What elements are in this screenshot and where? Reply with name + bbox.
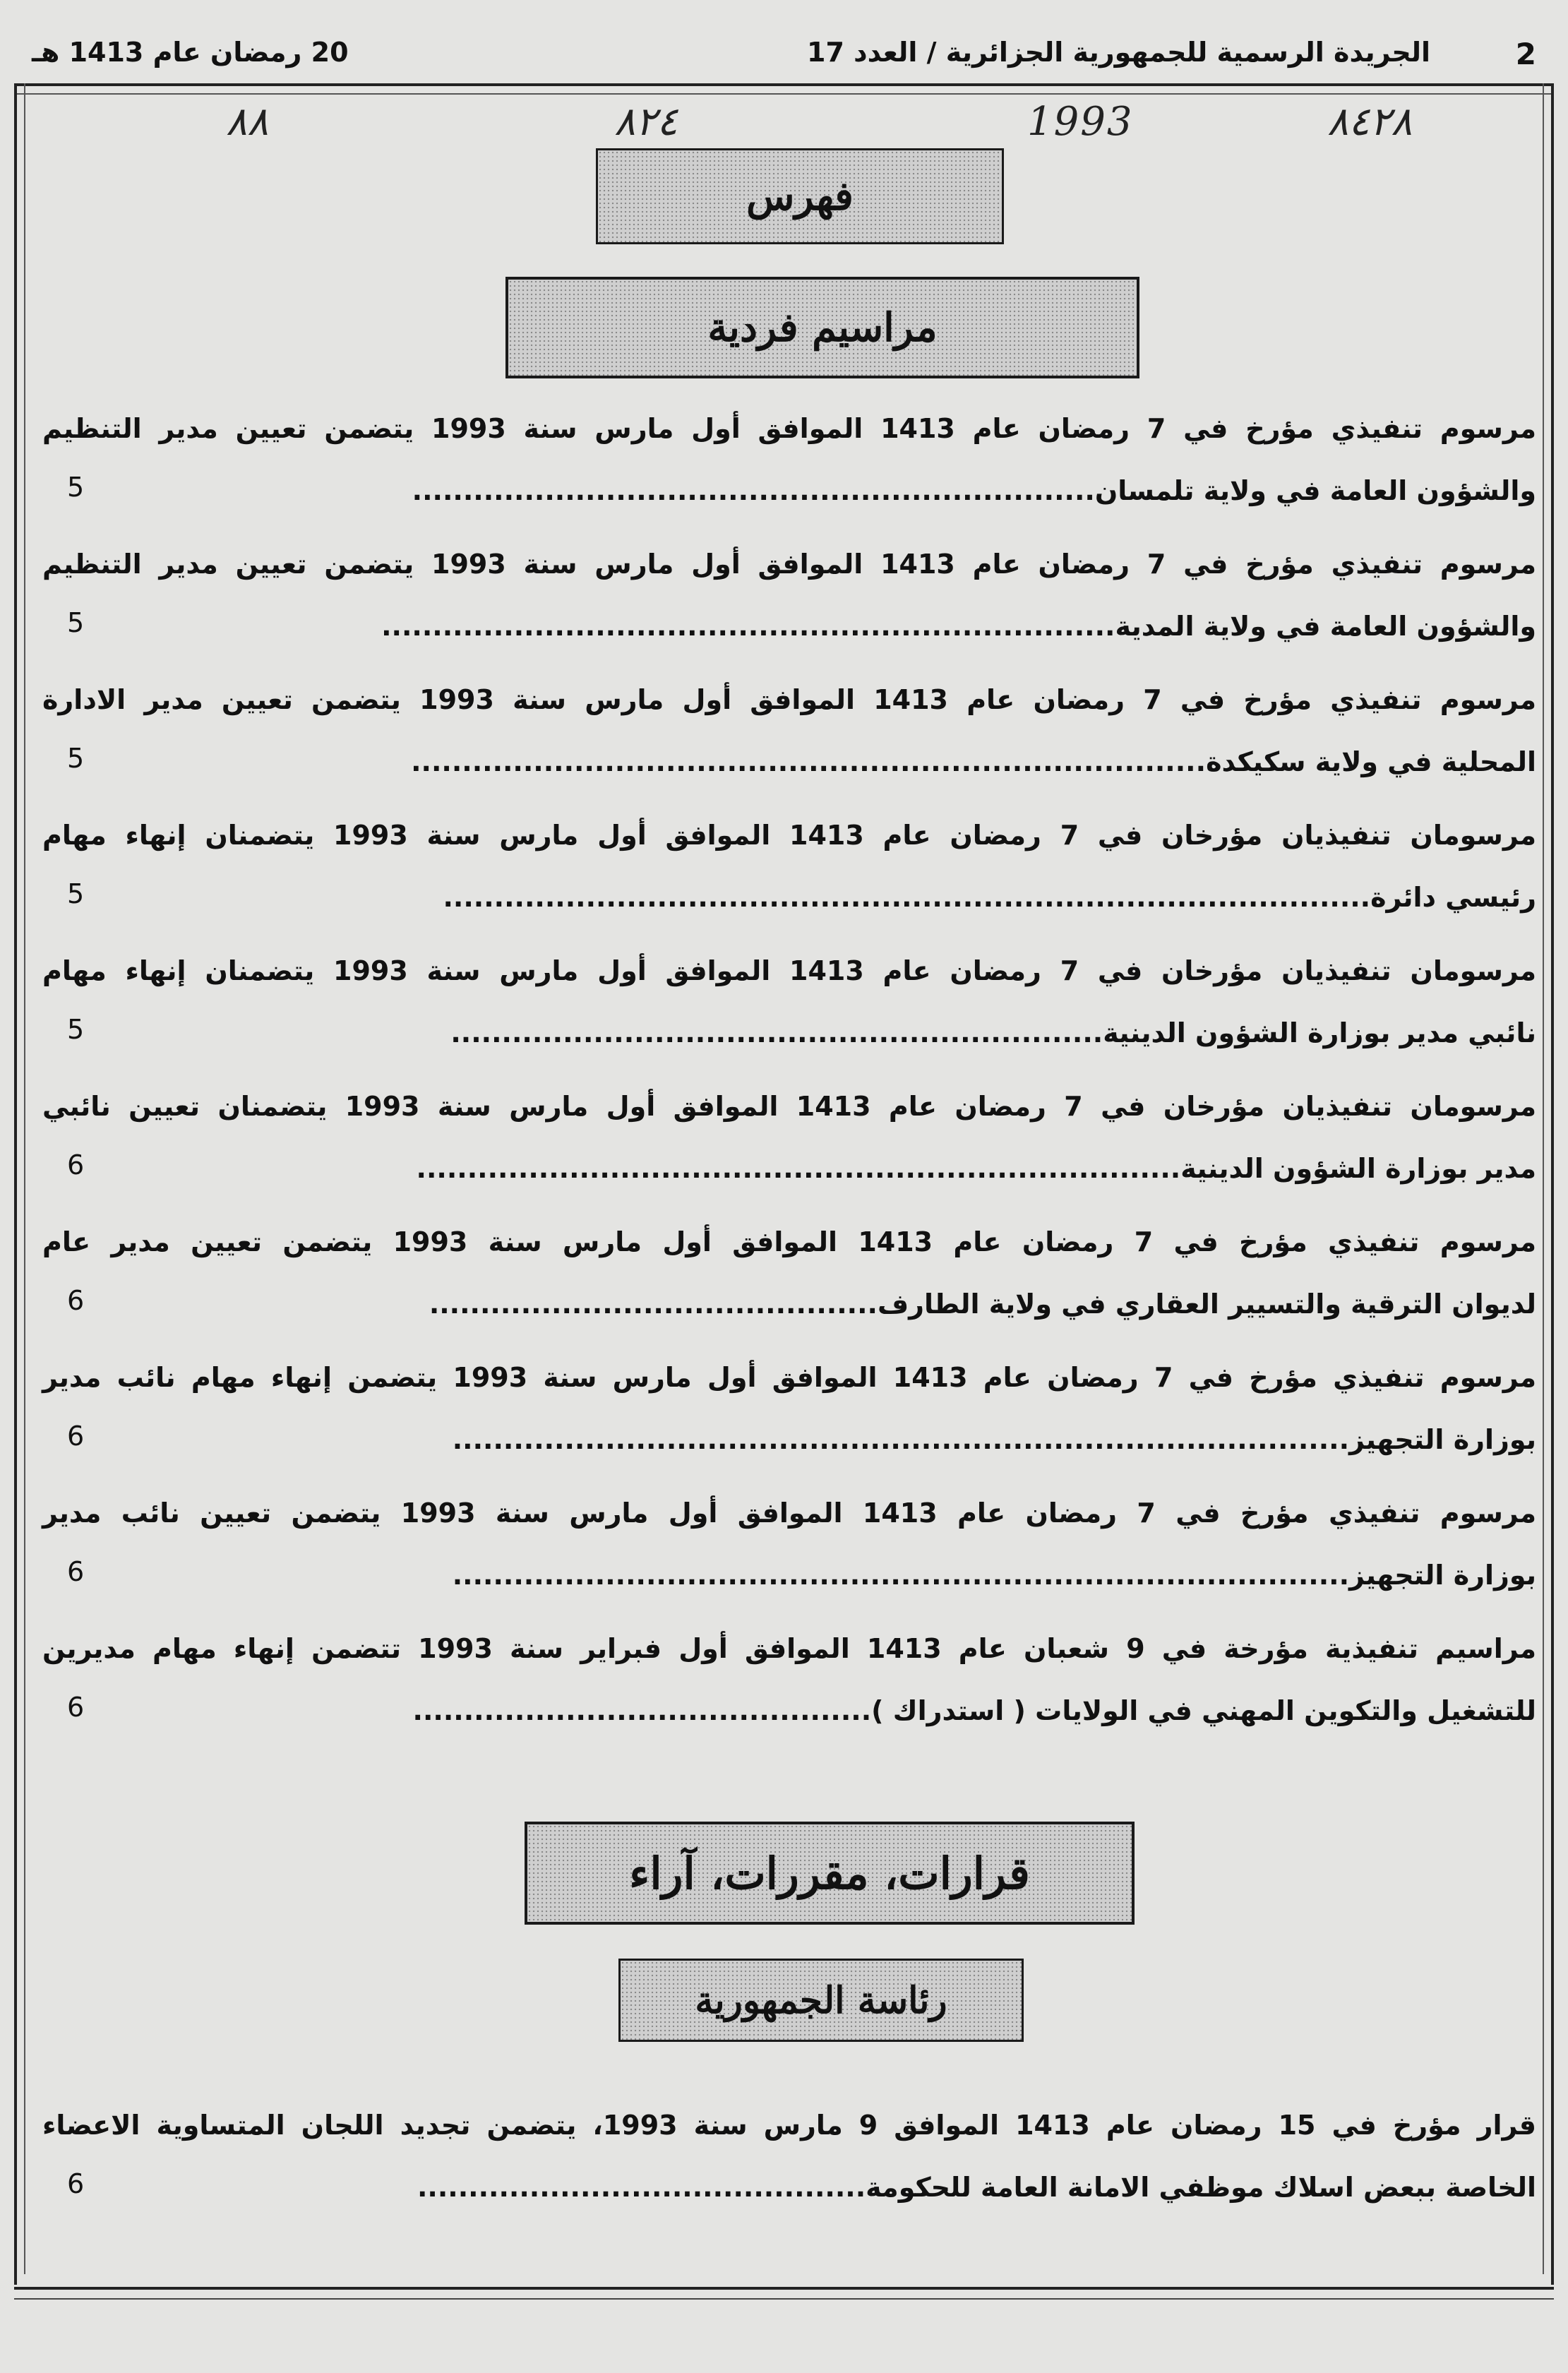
entry-text-cont: المحلية في ولاية سكيكدة: [1206, 746, 1536, 777]
leader-dots: ...........................................................................................: [443, 882, 1371, 913]
page-ref-9: 6: [67, 1556, 85, 1587]
page-ref-6: 6: [67, 1149, 85, 1180]
leader-dots: ..............................................................................: [411, 746, 1207, 777]
handwritten-note-center: ٨٢٤: [614, 99, 678, 145]
entry-text: مرسوم تنفيذي مؤرخ في 7 رمضان عام 1413 الموافق أول مارس سنة 1993 يتضمن تعيين مدير عام: [42, 1226, 1536, 1257]
entry-text: قرار مؤرخ في 15 رمضان عام 1413 الموافق 9 مارس سنة 1993، يتضمن تجديد اللجان المتساوية الاعضاء: [42, 2110, 1536, 2141]
gazette-title: الجريدة الرسمية للجمهورية الجزائرية / العدد 17: [807, 37, 1430, 68]
page-ref-2: 5: [67, 607, 85, 638]
leader-dots: .............................................: [412, 1695, 872, 1726]
leader-dots: ........................................................................................: [452, 1424, 1350, 1455]
entry-text-cont: لديوان الترقية والتسيير العقاري في ولاية الطارف: [877, 1289, 1536, 1320]
page-ref-11: 6: [67, 2168, 85, 2199]
footer-rule: [14, 2287, 1554, 2290]
toc-entry-5: [42, 940, 1536, 1064]
toc-entry-8: [42, 1346, 1536, 1471]
presidency-title: رئاسة الجمهورية: [618, 1959, 1024, 2042]
page-ref-1: 5: [67, 472, 85, 503]
entry-text: مرسومان تنفيذيان مؤرخان في 7 رمضان عام 1413 الموافق أول مارس سنة 1993 يتضمنان إنهاء مهام: [42, 955, 1536, 986]
page-ref-4: 5: [67, 878, 85, 909]
toc-entry-1: [42, 398, 1536, 522]
page-ref-10: 6: [67, 1692, 85, 1723]
leader-dots: ............................................: [417, 2172, 866, 2203]
page-header: [14, 28, 1554, 92]
entry-text: مرسومان تنفيذيان مؤرخان في 7 رمضان عام 1413 الموافق أول مارس سنة 1993 يتضمنان تعيين نائبي: [42, 1091, 1536, 1122]
toc-entry-11: [42, 2094, 1536, 2218]
leader-dots: ............................................: [429, 1289, 878, 1320]
entry-text-cont: مدير بوزارة الشؤون الدينية: [1180, 1153, 1536, 1184]
entry-text: مرسوم تنفيذي مؤرخ في 7 رمضان عام 1413 الموافق أول مارس سنة 1993 يتضمن تعيين مدير الادارة: [42, 684, 1536, 715]
leader-dots: ...........................................................................: [416, 1153, 1181, 1184]
leader-dots: ........................................................................................: [452, 1560, 1350, 1591]
entry-text-cont: رئيسي دائرة: [1370, 882, 1536, 913]
leader-dots: ........................................................................: [381, 611, 1115, 642]
index-title: فهرس: [596, 148, 1004, 244]
footer-rule-inner: [14, 2298, 1554, 2300]
page-number: 2: [1515, 37, 1536, 71]
entry-text-cont: الخاصة ببعض اسلاك موظفي الامانة العامة للحكومة: [866, 2172, 1536, 2203]
entry-text-cont: بوزارة التجهيز: [1349, 1424, 1536, 1455]
individual-decrees-title: مراسيم فردية: [505, 277, 1139, 378]
leader-dots: ................................................................: [450, 1017, 1103, 1048]
handwritten-note-right: ٨٤٢٨: [1327, 99, 1413, 145]
handwritten-year: 1993: [1027, 99, 1134, 145]
toc-entry-9: [42, 1482, 1536, 1606]
entry-text: مرسومان تنفيذيان مؤرخان في 7 رمضان عام 1413 الموافق أول مارس سنة 1993 يتضمنان إنهاء مهام: [42, 820, 1536, 851]
toc-entry-4: [42, 804, 1536, 928]
entry-text: مرسوم تنفيذي مؤرخ في 7 رمضان عام 1413 الموافق أول مارس سنة 1993 يتضمن تعيين نائب مدير: [42, 1498, 1536, 1529]
leader-dots: ...................................................................: [412, 475, 1095, 506]
decisions-title: قرارات، مقررات، آراء: [525, 1822, 1135, 1925]
entry-text-cont: للتشغيل والتكوين المهني في الولايات ( استدراك ): [871, 1695, 1536, 1726]
page-ref-5: 5: [67, 1014, 85, 1045]
toc-entry-6: [42, 1075, 1536, 1200]
entry-text: مرسوم تنفيذي مؤرخ في 7 رمضان عام 1413 الموافق أول مارس سنة 1993 يتضمن تعيين مدير التنظيم: [42, 549, 1536, 580]
toc-entry-10: [42, 1618, 1536, 1742]
page-ref-7: 6: [67, 1285, 85, 1316]
entry-text-cont: والشؤون العامة في ولاية المدية: [1115, 611, 1536, 642]
toc-entry-3: [42, 669, 1536, 793]
entry-text: مراسيم تنفيذية مؤرخة في 9 شعبان عام 1413 الموافق أول فبراير سنة 1993 تتضمن إنهاء مهام مديرين: [42, 1633, 1536, 1664]
issue-date: 20 رمضان عام 1413 هـ: [32, 37, 349, 68]
handwritten-note-left: ٨٨: [226, 99, 269, 145]
toc-entry-2: [42, 533, 1536, 657]
entry-text-cont: بوزارة التجهيز: [1349, 1560, 1536, 1591]
entry-text-cont: والشؤون العامة في ولاية تلمسان: [1094, 475, 1536, 506]
entry-text: مرسوم تنفيذي مؤرخ في 7 رمضان عام 1413 الموافق أول مارس سنة 1993 يتضمن إنهاء مهام نائب مدير: [42, 1362, 1536, 1393]
page-ref-8: 6: [67, 1421, 85, 1452]
page-ref-3: 5: [67, 743, 85, 774]
entry-text: مرسوم تنفيذي مؤرخ في 7 رمضان عام 1413 الموافق أول مارس سنة 1993 يتضمن تعيين مدير التنظيم: [42, 413, 1536, 444]
entry-text-cont: نائبي مدير بوزارة الشؤون الدينية: [1103, 1017, 1536, 1048]
toc-entry-7: [42, 1211, 1536, 1335]
